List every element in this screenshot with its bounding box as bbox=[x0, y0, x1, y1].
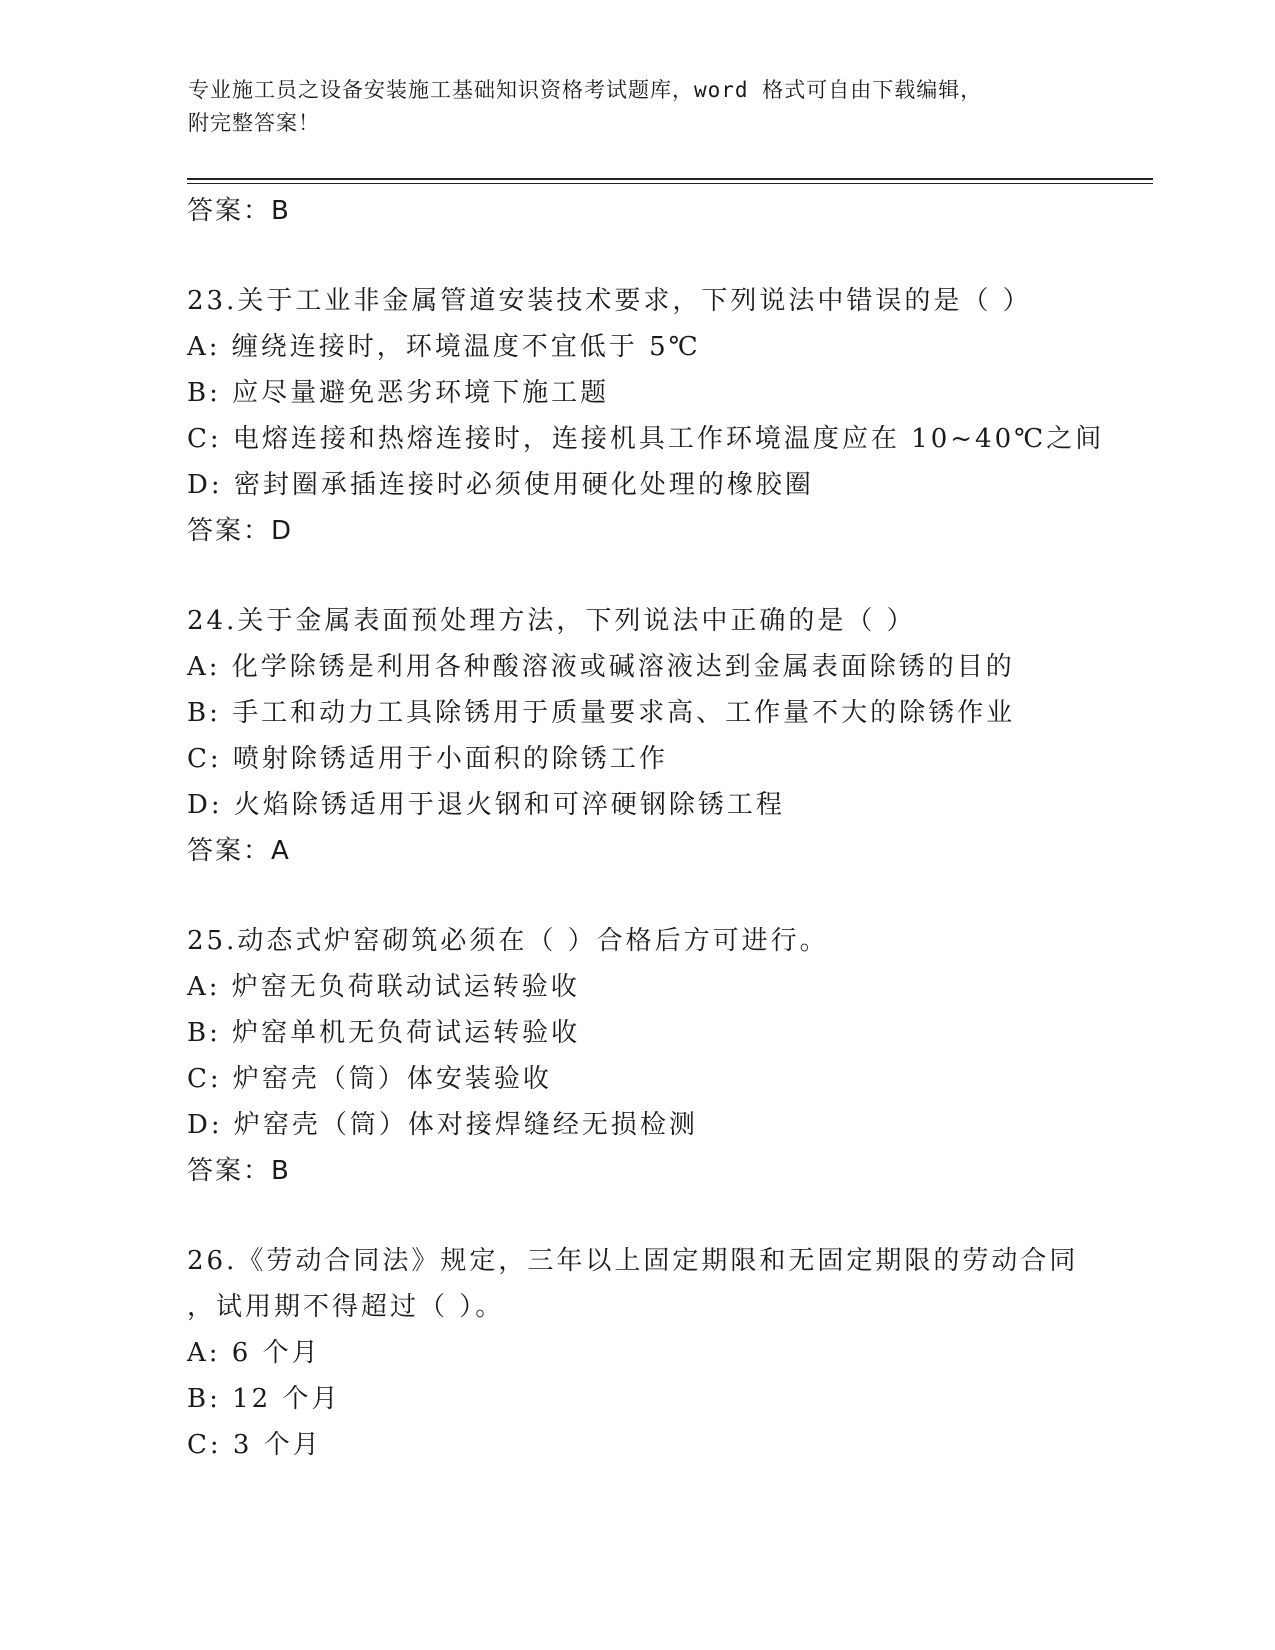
answer-value: D bbox=[271, 516, 294, 546]
answer-value: A bbox=[271, 836, 291, 866]
option-c: C: 电熔连接和热熔连接时，连接机具工作环境温度应在 10~40℃之间 bbox=[187, 424, 1105, 454]
option-a: A: 炉窑无负荷联动试运转验收 bbox=[187, 972, 580, 1002]
answer-value: B bbox=[271, 1156, 291, 1186]
option-d: D: 火焰除锈适用于退火钢和可淬硬钢除锈工程 bbox=[187, 790, 785, 820]
question-stem: 24.关于金属表面预处理方法，下列说法中正确的是（ ） bbox=[187, 606, 916, 636]
option-c: C: 喷射除锈适用于小面积的除锈工作 bbox=[187, 744, 668, 774]
answer-line bbox=[187, 828, 1107, 874]
question-stem: 25.动态式炉窑砌筑必须在（ ）合格后方可进行。 bbox=[187, 926, 829, 956]
option-a: A: 缠绕连接时，环境温度不宜低于 5℃ bbox=[187, 332, 701, 362]
option-b: B: 手工和动力工具除锈用于质量要求高、工作量不大的除锈作业 bbox=[187, 698, 1016, 728]
option-b: B: 炉窑单机无负荷试运转验收 bbox=[187, 1018, 581, 1048]
question-23 bbox=[187, 278, 1107, 554]
answer-line bbox=[187, 1148, 1107, 1194]
question-26 bbox=[187, 1238, 1107, 1468]
answer-label: 答案： bbox=[187, 1156, 272, 1186]
answer-value: B bbox=[271, 196, 291, 226]
answer-label: 答案： bbox=[187, 196, 272, 226]
option-d: D: 密封圈承插连接时必须使用硬化处理的橡胶圈 bbox=[187, 470, 814, 500]
question-stem-line-1: 26.《劳动合同法》规定，三年以上固定期限和无固定期限的劳动合同 bbox=[187, 1246, 1079, 1276]
option-a: A: 6 个月 bbox=[187, 1338, 321, 1368]
option-c: C: 3 个月 bbox=[187, 1430, 322, 1460]
answer-label: 答案： bbox=[187, 836, 272, 866]
header-rule-thin bbox=[187, 183, 1153, 184]
option-b: B: 12 个月 bbox=[187, 1384, 341, 1414]
header-rule-thick bbox=[187, 178, 1153, 180]
header-line-1: 专业施工员之设备安装施工基础知识资格考试题库，word 格式可自由下载编辑， bbox=[188, 78, 983, 102]
document-header bbox=[188, 74, 1088, 140]
option-b: B: 应尽量避免恶劣环境下施工题 bbox=[187, 378, 610, 408]
option-c: C: 炉窑壳（筒）体安装验收 bbox=[187, 1064, 552, 1094]
option-d: D: 炉窑壳（筒）体对接焊缝经无损检测 bbox=[187, 1110, 698, 1140]
question-24 bbox=[187, 598, 1107, 874]
header-line-2: 附完整答案！ bbox=[188, 111, 320, 135]
question-list bbox=[187, 188, 1107, 1468]
answer-line bbox=[187, 188, 1107, 234]
question-stem: 23.关于工业非金属管道安装技术要求，下列说法中错误的是（ ） bbox=[187, 286, 1032, 316]
answer-label: 答案： bbox=[187, 516, 272, 546]
question-25 bbox=[187, 918, 1107, 1194]
option-a: A: 化学除锈是利用各种酸溶液或碱溶液达到金属表面除锈的目的 bbox=[187, 652, 1015, 682]
question-stem-line-2: ，试用期不得超过（ ）。 bbox=[187, 1292, 505, 1322]
answer-line bbox=[187, 508, 1107, 554]
